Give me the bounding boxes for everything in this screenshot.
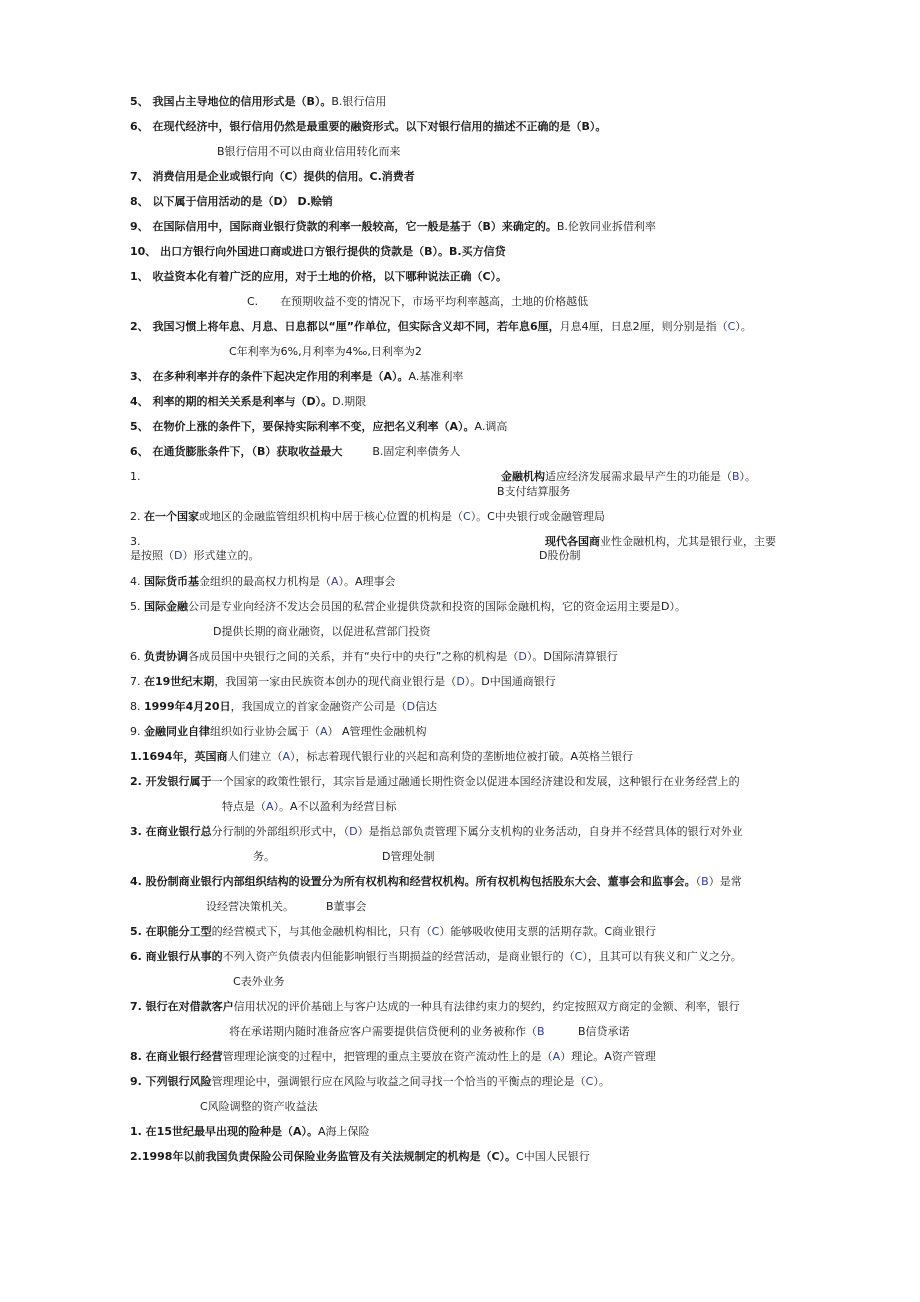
text-line: 5、 在物价上涨的条件下，要保持实际利率不变，应把名义利率（A）。A.调高 [130, 420, 508, 433]
text-line: 4. 股份制商业银行内部组织结构的设置分为所有权机构和经营权机构。所有权机构包括股东大会、董事会和监事会。（B）是常 [130, 875, 742, 888]
text-line: 金融机构适应经济发展需求最早产生的功能是（B）。 [501, 470, 757, 483]
text-line: 1. 在15世纪最早出现的险种是（A）。A海上保险 [130, 1125, 370, 1138]
answer-line: 特点是（A）。A不以盈利为经营目标 [222, 800, 397, 813]
answer-line: D管理处制 [382, 850, 435, 863]
text-line: 6. 负责协调各成员国中央银行之间的关系，并有“央行中的央行”之称的机构是（D）。D国际清算银行 [130, 650, 618, 663]
text-line: 2. 开发银行属于一个国家的政策性银行，其宗旨是通过融通长期性资金以促进本国经济建设和发展，这种银行在业务经营上的 [130, 775, 740, 788]
text-line: 10、 出口方银行向外国进口商或进口方银行提供的贷款是（B）。B.买方信贷 [130, 245, 506, 258]
answer-line: D股份制 [539, 549, 581, 562]
answer-line: B支付结算服务 [497, 485, 571, 498]
text-line: 9. 下列银行风险管理理论中，强调银行应在风险与收益之间寻找一个恰当的平衡点的理论是（C）。 [130, 1075, 610, 1088]
answer-line: B信贷承诺 [578, 1025, 630, 1038]
text-line: 8. 在商业银行经营管理理论演变的过程中，把管理的重点主要放在资产流动性上的是（A）理论。A资产管理 [130, 1050, 656, 1063]
answer-line: B银行信用不可以由商业信用转化而来 [217, 145, 401, 158]
text-line: 是按照（D）形式建立的。 [130, 549, 260, 562]
text-line: 2.1998年以前我国负责保险公司保险业务监管及有关法规制定的机构是（C）。C中国人民银行 [130, 1150, 590, 1163]
answer-line: B董事会 [326, 900, 367, 913]
text-line: 7. 在19世纪末期，我国第一家由民族资本创办的现代商业银行是（D）。D中国通商银行 [130, 675, 556, 688]
text-line: 9. 金融同业自律组织如行业协会属于（A） A管理性金融机构 [130, 725, 427, 738]
answer-line: C风险调整的资产收益法 [200, 1100, 318, 1113]
text-line: 8. 1999年4月20日，我国成立的首家金融资产公司是（D信达 [130, 700, 438, 713]
text-line: 7、 消费信用是企业或银行向（C）提供的信用。C.消费者 [130, 170, 415, 183]
item-number: 1. [130, 470, 141, 483]
text-line: 1.1694年，英国商人们建立（A），标志着现代银行业的兴起和高利贷的垄断地位被打破。A英格兰银行 [130, 750, 634, 763]
answer-line: D提供长期的商业融资，以促进私营部门投资 [213, 625, 431, 638]
answer-line: C表外业务 [233, 975, 285, 988]
text-line: 5、 我国占主导地位的信用形式是（B）。B.银行信用 [130, 95, 387, 108]
text-line: 7. 银行在对借款客户信用状况的评价基础上与客户达成的一种具有法律约束力的契约，约定按照双方商定的金额、利率，银行 [130, 1000, 740, 1013]
text-line: 设经营决策机关。 [206, 900, 294, 913]
item-number: 3. [130, 535, 141, 548]
text-line: 将在承诺期内随时准备应客户需要提供信贷便利的业务被称作（B [229, 1025, 545, 1038]
text-line: 6、 在通货膨胀条件下，（B）获取收益最大 B.固定利率债务人 [130, 445, 461, 458]
text-line: 5. 在职能分工型的经营模式下，与其他金融机构相比，只有（C）能够吸收使用支票的活期存款。C商业银行 [130, 925, 657, 938]
text-line: 5. 国际金融公司是专业向经济不发达会员国的私营企业提供贷款和投资的国际金融机构，它的资金运用主要是D）。 [130, 600, 686, 613]
text-line: 6. 商业银行从事的不列入资产负债表内但能影响银行当期损益的经营活动，是商业银行的（C），且其可以有狭义和广义之分。 [130, 950, 742, 963]
text-line: 2、 我国习惯上将年息、月息、日息都以“厘”作单位，但实际含义却不同，若年息6厘，月息4厘，日息2厘，则分别是指（C）。 [130, 320, 752, 333]
text-line: 2. 在一个国家或地区的金融监管组织机构中居于核心位置的机构是（C）。C中央银行或金融管理局 [130, 510, 605, 523]
text-line: 1、 收益资本化有着广泛的应用，对于土地的价格，以下哪种说法正确（C）。 [130, 270, 508, 283]
text-line: 4、 利率的期的相关关系是利率与（D）。D.期限 [130, 395, 367, 408]
answer-line: C. 在预期收益不变的情况下，市场平均利率越高，土地的价格越低 [247, 295, 589, 308]
text-line: 现代各国商业性金融机构，尤其是银行业，主要 [545, 535, 776, 548]
text-line: 务。 [253, 850, 275, 863]
text-line: 6、 在现代经济中，银行信用仍然是最重要的融资形式。以下对银行信用的描述不正确的是（B）。 [130, 120, 607, 133]
text-line: 4. 国际货币基金组织的最高权力机构是（A）。A理事会 [130, 575, 396, 588]
text-line: 3. 在商业银行总分行制的外部组织形式中，（D）是指总部负责管理下属分支机构的业务活动，自身并不经营具体的银行对外业 [130, 825, 743, 838]
answer-line: C年利率为6%,月利率为4‰,日利率为2 [229, 345, 422, 358]
text-line: 3、 在多种利率并存的条件下起决定作用的利率是（A）。A.基准利率 [130, 370, 464, 383]
text-line: 8、 以下属于信用活动的是（D） D.赊销 [130, 195, 333, 208]
text-line: 9、 在国际信用中，国际商业银行贷款的利率一般较高，它一般是基于（B）来确定的。B.伦敦同业拆借利率 [130, 220, 656, 233]
